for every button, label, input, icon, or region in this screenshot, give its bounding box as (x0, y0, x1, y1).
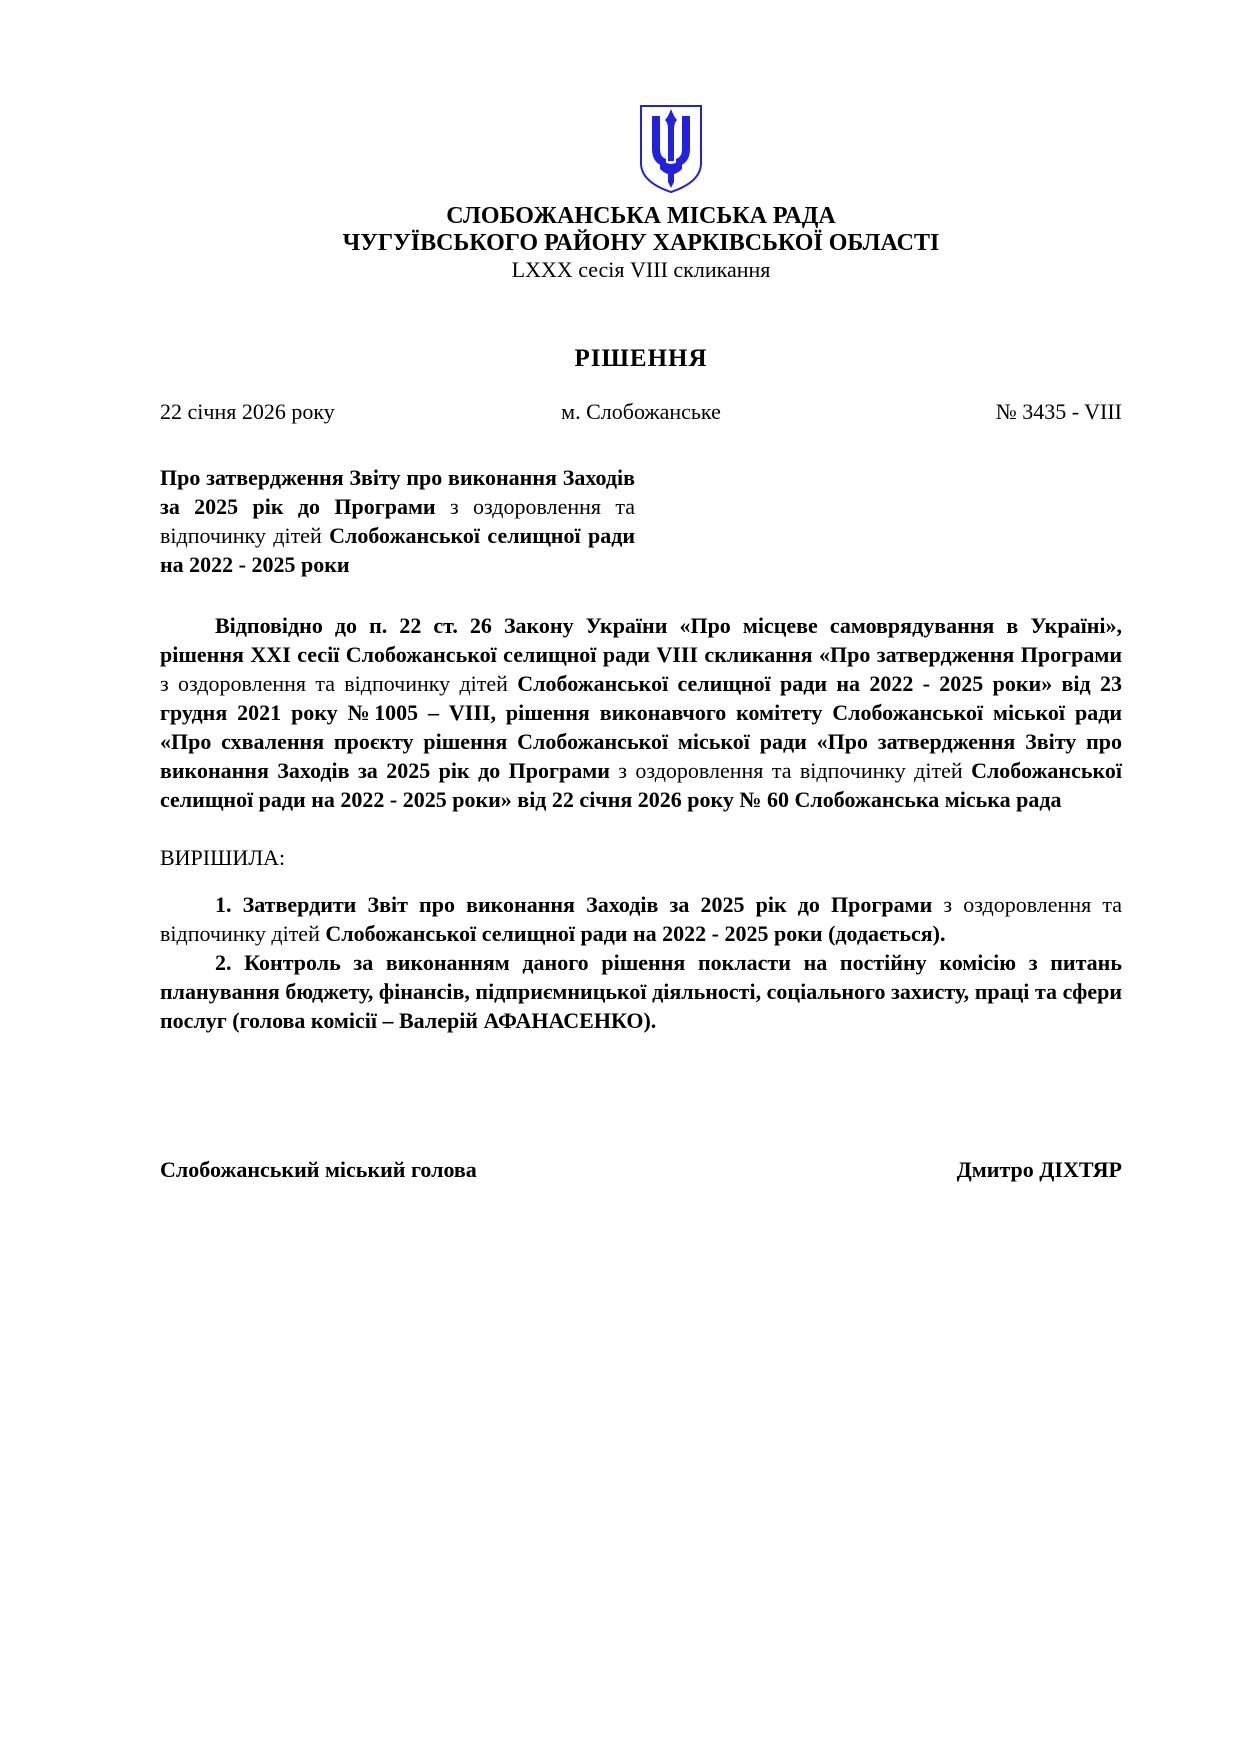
signer-title: Слобожанський міський голова (160, 1157, 477, 1182)
signer-name: Дмитро ДІХТЯР (956, 1157, 1122, 1182)
signature-row (160, 1157, 1122, 1183)
subject-paragraph: Про затвердження Звіту про виконання Заходів за 2025 рік до Програми з оздоровлення та відпочинку дітей Слобожанської селищної ради на 2022 - 2025 роки (160, 465, 636, 577)
resolution-items (160, 890, 1122, 1035)
coat-of-arms (190, 103, 1152, 195)
document-type-title: РІШЕННЯ (574, 345, 708, 372)
preamble-paragraph: Відповідно до п. 22 ст. 26 Закону України «Про місцеве самоврядування в Україні», рішення XXI сесії Слобожанської селищної ради VIII скликання «Про затвердження Програми з оздоровлення та відпочинку дітей Слобожанської селищної ради на 2022 - 2025 роки» від 23 грудня 2021 року №1005 – VIII, рішення виконавчого комітету Слобожанської міської ради «Про схвалення проєкту рішення Слобожанської міської ради «Про затвердження Звіту про виконання Заходів за 2025 рік до Програми з оздоровлення та відпочинку дітей Слобожанської селищної ради на 2022 - 2025 роки» від 22 січня 2026 року № 60 Слобожанська міська рада (160, 613, 1122, 812)
ukraine-trident-icon (638, 103, 704, 195)
document-number: № 3435 - VIII (995, 399, 1123, 424)
document-date: 22 січня 2026 року (160, 399, 335, 424)
meta-row (160, 399, 1122, 425)
document-place: м. Слобожанське (561, 399, 721, 424)
resolution-word: ВИРІШИЛА: (160, 845, 286, 870)
org-region: ЧУГУЇВСЬКОГО РАЙОНУ ХАРКІВСЬКОЇ ОБЛАСТІ (342, 230, 940, 256)
org-name: СЛОБОЖАНСЬКА МІСЬКА РАДА (446, 203, 836, 229)
resolution-item-1: 1. Затвердити Звіт про виконання Заходів за 2025 рік до Програми з оздоровлення та відпочинку дітей Слобожанської селищної ради на 2022 - 2025 роки (додається). (160, 892, 1122, 946)
session-line: LXXX сесія VIII скликання (511, 257, 771, 282)
resolution-item-2: 2. Контроль за виконанням даного рішення покласти на постійну комісію з питань планування бюджету, фінансів, підприємницької діяльності, соціального захисту, праці та сфери послуг (голова комісії – Валерій АФАНАСЕНКО). (160, 950, 1122, 1033)
